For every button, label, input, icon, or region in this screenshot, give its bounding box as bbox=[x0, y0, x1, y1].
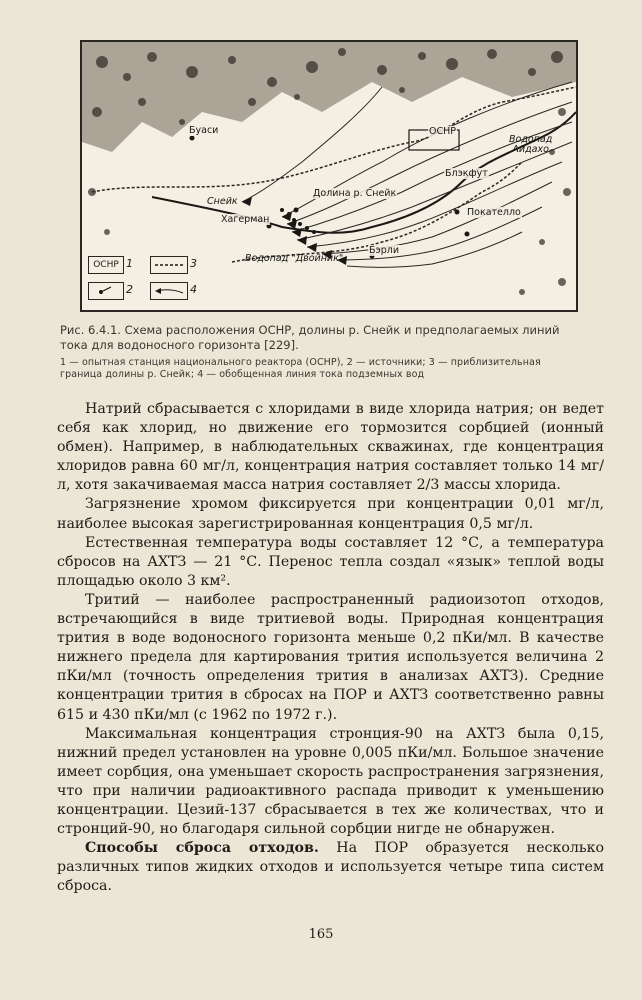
legend-item-1-num: 1 bbox=[126, 257, 133, 270]
paragraph-chromium: Загрязнение хромом фиксируется при концентрации 0,01 мг/л, наиболее высокая зарегистрированная концентрация 0,5 мг/л. bbox=[57, 496, 604, 532]
page-number: 165 bbox=[308, 927, 334, 942]
paragraph-strontium: Максимальная концентрация стронция-90 на АХТЗ была 0,15, нижний предел установлен на уровне 0,005 пКи/мл. Большое значение имеет сорбция, она уменьшает скорость распространения загрязнения, что при наличии радиоактивного распада приводит к уменьшению концентрации. Цезий-137 сбрасывается в тех же количествах, что и стронций-90, но благодаря сильной сорбции нигде не обнаружен. bbox=[57, 725, 604, 838]
map-legend bbox=[88, 256, 216, 306]
legend-item-3-num: 3 bbox=[190, 257, 197, 270]
map-label-dvoinik: Водопад "Двойник" bbox=[245, 253, 344, 264]
legend-flow-arrow-icon bbox=[151, 283, 187, 299]
paragraph-temperature: Естественная температура воды составляет 12 °С, а температура сбросов на АХТЗ — 21 °С. Перенос тепла создал «язык» теплой воды площадью около 3 км². bbox=[57, 534, 604, 589]
legend-item-4-box bbox=[150, 282, 188, 300]
map-label-aidaho-text: Водопад Айдахо bbox=[509, 134, 553, 155]
paragraph-sodium: Натрий сбрасывается с хлоридами в виде хлорида натрия; он ведет себя как хлорид, но движение его тормозится сорбцией (ионный обмен). Например, в наблюдательных скважинах, где концентрация хлоридов равна 60 мг/л, концентрация натрия составляет только 14 мг/л, хотя закачиваемая масса натрия составляет 2/3 массы хлорида. bbox=[57, 401, 604, 494]
legend-item-2-num: 2 bbox=[126, 283, 133, 296]
legend-dashed-line-icon bbox=[151, 257, 187, 273]
map-label-oshr: ОСНР bbox=[429, 126, 456, 137]
legend-spring-icon bbox=[89, 283, 123, 299]
figure-caption-title: Рис. 6.4.1. Схема расположения ОСНР, долины р. Снейк и предполагаемых линий тока для водоносного горизонта [229]. bbox=[60, 323, 560, 352]
map-label-hagerman: Хагерман bbox=[221, 214, 270, 225]
legend-item-1-label: ОСНР bbox=[93, 260, 119, 270]
map-label-pocatello: Покателло bbox=[467, 207, 521, 218]
map-label-burley: Бэрли bbox=[369, 245, 400, 256]
legend-item-4-num: 4 bbox=[190, 283, 197, 296]
figure-caption-legend: 1 — опытная станция национального реактора (ОСНР), 2 — источники; 3 — приблизительная граница долины р. Снейк; 4 — обобщенная линия тока подземных вод bbox=[60, 357, 541, 380]
paragraph-disposal-text: На ПОР образуется несколько различных типов жидких отходов и используется четыре типа систем сброса. bbox=[57, 840, 605, 895]
legend-item-1-box bbox=[88, 256, 124, 274]
map-figure bbox=[80, 40, 578, 312]
map-label-blekfut: Блэкфут bbox=[445, 168, 488, 179]
legend-item-2-box bbox=[88, 282, 124, 300]
map-label-busi: Буаси bbox=[189, 125, 219, 136]
paragraph-disposal-methods bbox=[57, 839, 604, 896]
map-label-aquifer-aidaho bbox=[508, 135, 553, 155]
map-label-snake-river: Снейк bbox=[207, 196, 238, 207]
map-label-snake-valley: Долина р. Снейк bbox=[313, 188, 397, 199]
body-text bbox=[57, 400, 604, 896]
legend-item-3-box bbox=[150, 256, 188, 274]
section-heading-disposal: Способы сброса отходов. bbox=[85, 840, 319, 857]
paragraph-tritium: Тритий — наиболее распространенный радиоизотоп отходов, встречающийся в виде тритиевой воды. Природная концентрация трития в воде водоносного горизонта меньше 0,2 пКи/мл. В качестве нижнего предела для картирования трития используется величина 2 пКи/мл (точность определения трития в анализах АХТЗ). Средние концентрации трития в сбросах на ПОР и АХТЗ соответственно равны 615 и 430 пКи/мл (с 1962 по 1972 г.). bbox=[57, 591, 604, 723]
